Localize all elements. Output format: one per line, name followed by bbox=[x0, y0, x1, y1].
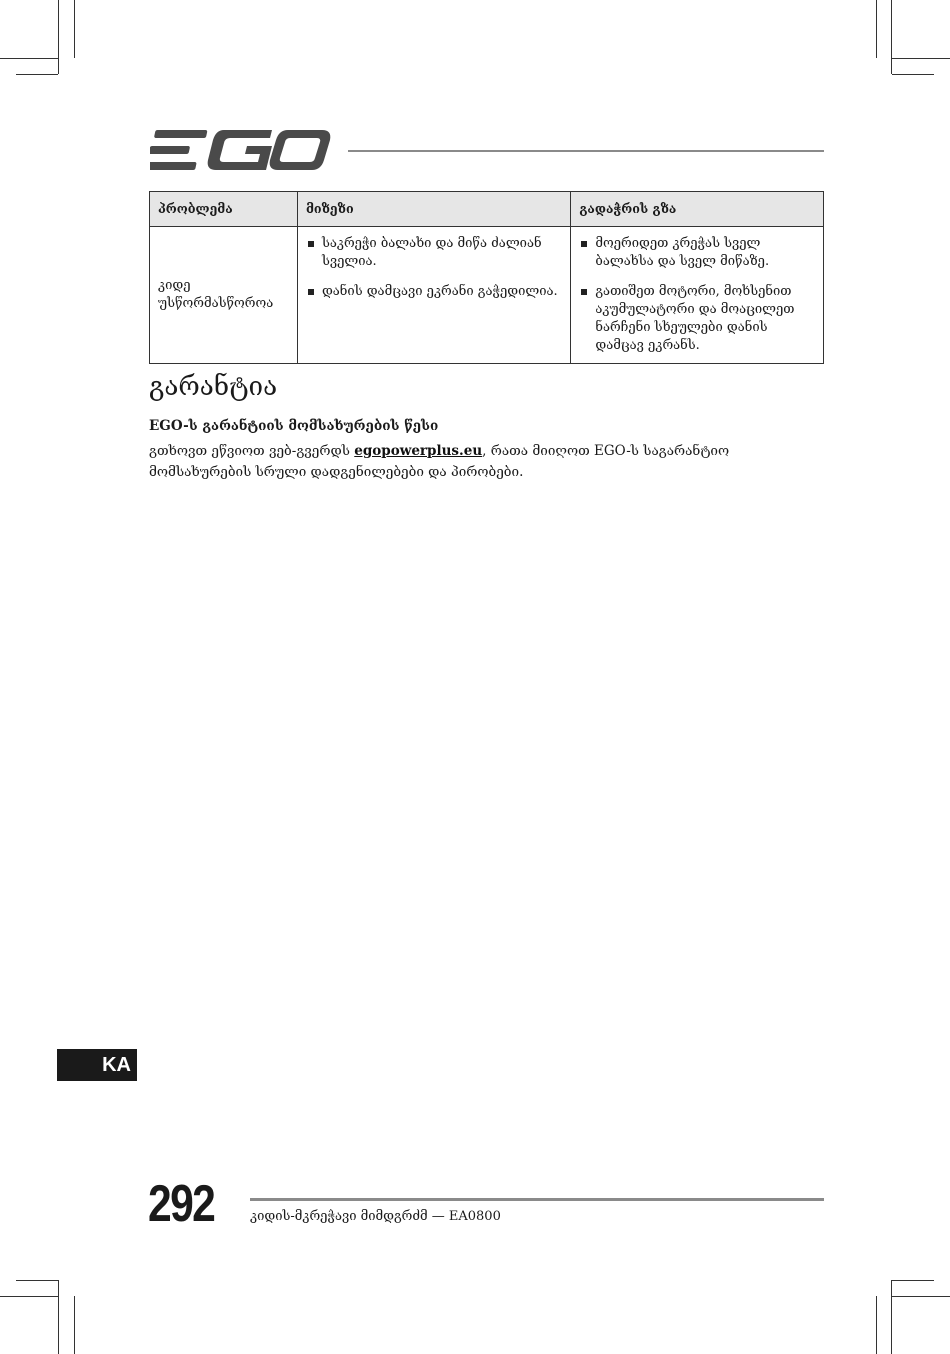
website-link[interactable]: egopowerplus.eu bbox=[354, 443, 483, 459]
header-rule bbox=[348, 150, 824, 152]
page-number: 292 bbox=[148, 1175, 215, 1233]
solution-cell bbox=[571, 227, 824, 364]
language-tab: KA bbox=[57, 1049, 137, 1081]
crop-mark bbox=[0, 58, 58, 59]
column-header-solution: გადაჭრის გზა bbox=[571, 192, 824, 227]
crop-mark bbox=[58, 1280, 59, 1354]
crop-mark bbox=[876, 0, 877, 58]
problem-cell: კიდე უსწორმასწოროა bbox=[150, 227, 298, 364]
crop-mark bbox=[74, 1296, 75, 1354]
crop-mark bbox=[892, 74, 934, 75]
column-header-problem: პრობლემა bbox=[150, 192, 298, 227]
crop-mark bbox=[16, 74, 58, 75]
cause-item: საკრეჭი ბალახი და მიწა ძალიან სველია. bbox=[306, 235, 562, 271]
section-title: გარანტია bbox=[149, 372, 278, 402]
solution-item: გათიშეთ მოტორი, მოხსენით აკუმულატორი და მოაცილეთ ნარჩენი სხეულები დანის დამცავ ეკრანს. bbox=[579, 283, 815, 355]
warranty-text-before: გთხოვთ ეწვიოთ ვებ-გვერდს bbox=[149, 443, 355, 459]
warranty-text-after: , რათა მიიღოთ EGO-ს საგარანტიო მომსახურების სრული დადგენილებები და პირობები. bbox=[149, 443, 730, 480]
cause-item: დანის დამცავი ეკრანი გაჭედილია. bbox=[306, 283, 562, 301]
warranty-subheading: EGO-ს გარანტიის მომსახურების წესი bbox=[149, 418, 439, 434]
crop-mark bbox=[74, 0, 75, 58]
crop-mark bbox=[892, 1296, 950, 1297]
crop-mark bbox=[0, 1296, 58, 1297]
crop-mark bbox=[58, 0, 59, 74]
crop-mark bbox=[892, 58, 950, 59]
troubleshooting-table bbox=[149, 191, 824, 364]
crop-mark bbox=[892, 1280, 934, 1281]
warranty-paragraph bbox=[149, 441, 799, 483]
ego-logo bbox=[150, 128, 332, 172]
manual-title: კიდის-მკრეჭავი მიმდგრძმ — EA0800 bbox=[250, 1209, 501, 1224]
cause-cell bbox=[297, 227, 570, 364]
footer-rule bbox=[250, 1198, 824, 1201]
crop-mark bbox=[891, 0, 892, 74]
table-header-row bbox=[150, 192, 824, 227]
table-row bbox=[150, 227, 824, 364]
column-header-cause: მიზეზი bbox=[297, 192, 570, 227]
crop-mark bbox=[16, 1280, 58, 1281]
crop-mark bbox=[876, 1296, 877, 1354]
crop-mark bbox=[891, 1280, 892, 1354]
solution-item: მოერიდეთ კრეჭას სველ ბალახსა და სველ მიწაზე. bbox=[579, 235, 815, 271]
